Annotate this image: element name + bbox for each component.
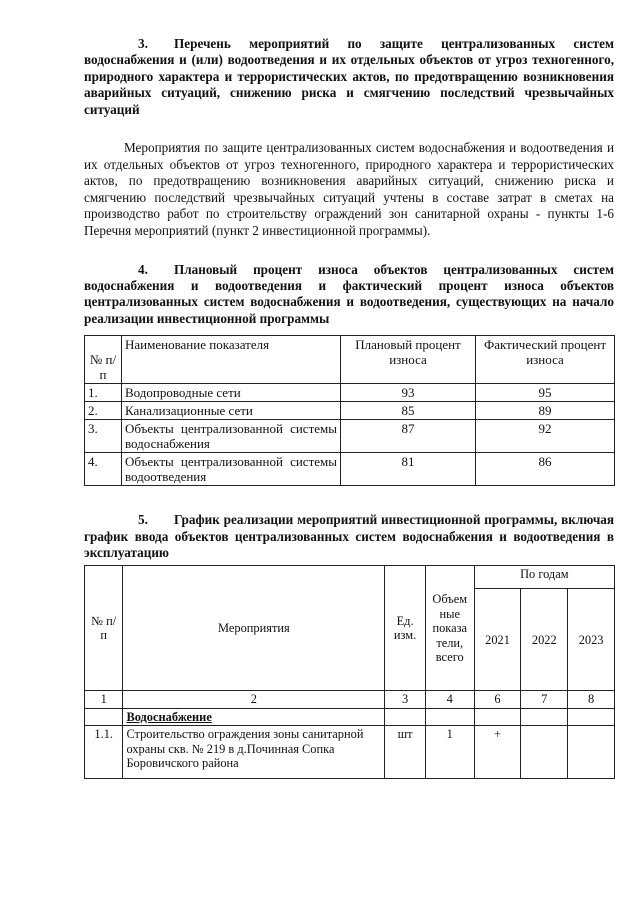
schedule-index-cell: 1	[85, 691, 123, 709]
schedule-header-year: 2023	[568, 589, 615, 691]
schedule-index-cell: 7	[521, 691, 568, 709]
wear-row-name: Водопроводные сети	[122, 384, 341, 402]
section-3-heading	[84, 36, 614, 118]
schedule-index-cell: 6	[474, 691, 521, 709]
schedule-header-row-1	[85, 566, 615, 589]
schedule-group-label: Водоснабжение	[123, 708, 385, 726]
schedule-row-volume: 1	[425, 726, 474, 779]
table-row	[85, 420, 615, 453]
schedule-header-years: По годам	[474, 566, 614, 589]
wear-row-name: Объекты централизованной системы водоснабжения	[122, 420, 341, 453]
schedule-header-unit: Ед. изм.	[385, 566, 426, 691]
wear-row-plan: 87	[341, 420, 476, 453]
schedule-row-2022	[521, 726, 568, 779]
wear-row-num: 1.	[85, 384, 122, 402]
schedule-index-row	[85, 691, 615, 709]
schedule-row-2023	[568, 726, 615, 779]
section-4-heading	[84, 262, 614, 328]
wear-table-header	[85, 336, 615, 384]
section-3-paragraph: Мероприятия по защите централизованных систем водоснабжения и водоотведения и их отдельных объектов от угроз техногенного, природного характера и террористических актов, по предотвращению возникновения аварийных ситуаций, снижению риска и смягчению последствий чрезвычайных ситуаций учтены в составе затрат в сметах на производство работ по строительству ограждений зон санитарной охраны - пункты 1-6 Перечня мероприятий (пункт 2 инвестиционной программы).	[84, 140, 614, 238]
schedule-header-year: 2022	[521, 589, 568, 691]
wear-row-fact: 86	[476, 453, 615, 486]
table-row	[85, 726, 615, 779]
wear-row-fact: 89	[476, 402, 615, 420]
table-row	[85, 402, 615, 420]
wear-row-num: 4.	[85, 453, 122, 486]
schedule-header-num: № п/п	[85, 566, 123, 691]
section-3-title: Перечень мероприятий по защите централизованных систем водоснабжения и (или) водоотведения и их отдельных объектов от угроз техногенного, природного характера и террористических актов, по предотвращению возникновения аварийных ситуаций, снижению риска и смягчению последствий чрезвычайных ситуаций	[84, 36, 614, 117]
table-row	[85, 384, 615, 402]
schedule-row-num: 1.1.	[85, 726, 123, 779]
wear-row-num: 3.	[85, 420, 122, 453]
section-5-number: 5.	[138, 512, 148, 528]
section-5-heading	[84, 512, 614, 561]
wear-header-fact: Фактический процент износа	[476, 336, 615, 384]
schedule-row-unit: шт	[385, 726, 426, 779]
wear-row-plan: 85	[341, 402, 476, 420]
section-5-title: График реализации мероприятий инвестиционной программы, включая график ввода объектов централизованных систем водоснабжения и водоотведения в эксплуатацию	[84, 512, 614, 561]
wear-row-num: 2.	[85, 402, 122, 420]
schedule-group-row	[85, 708, 615, 726]
schedule-table	[84, 565, 615, 779]
schedule-index-cell: 2	[123, 691, 385, 709]
wear-row-name: Канализационные сети	[122, 402, 341, 420]
schedule-header-volume: Объем ные показа тели, всего	[425, 566, 474, 691]
section-3-number: 3.	[138, 36, 148, 51]
schedule-index-cell: 4	[425, 691, 474, 709]
wear-row-fact: 92	[476, 420, 615, 453]
schedule-index-cell: 8	[568, 691, 615, 709]
schedule-row-2021: +	[474, 726, 521, 779]
wear-row-fact: 95	[476, 384, 615, 402]
wear-header-num: № п/п	[85, 336, 122, 384]
table-row	[85, 453, 615, 486]
schedule-header-event: Мероприятия	[123, 566, 385, 691]
wear-header-name: Наименование показателя	[122, 336, 341, 384]
schedule-header-year: 2021	[474, 589, 521, 691]
wear-table	[84, 335, 615, 486]
wear-header-plan: Плановый процент износа	[341, 336, 476, 384]
wear-row-plan: 81	[341, 453, 476, 486]
schedule-index-cell: 3	[385, 691, 426, 709]
wear-row-plan: 93	[341, 384, 476, 402]
section-4-title: Плановый процент износа объектов централизованных систем водоснабжения и водоотведения и фактический процент износа объектов централизованных систем водоснабжения и водоотведения, существующих на начало реализации инвестиционной программы	[84, 261, 614, 326]
wear-row-name: Объекты централизованной системы водоотведения	[122, 453, 341, 486]
section-4-number: 4.	[138, 261, 148, 277]
schedule-row-event: Строительство ограждения зоны санитарной охраны скв. № 219 в д.Починная Сопка Боровичского района	[123, 726, 385, 779]
